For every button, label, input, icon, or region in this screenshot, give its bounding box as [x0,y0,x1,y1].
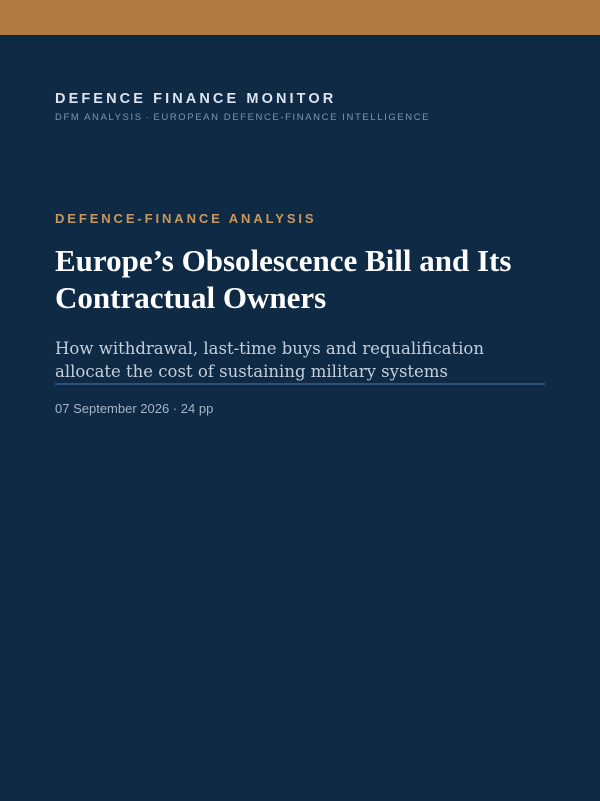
publication-tagline [55,112,555,123]
publication-date: 07 September 2026 [55,401,170,416]
page-count: 24 pp [180,401,214,416]
report-meta [55,401,545,417]
cover-block [55,211,545,417]
section-kicker: DEFENCE-FINANCE ANALYSIS [55,211,317,226]
publication-name: DEFENCE FINANCE MONITOR [55,91,337,107]
report-subtitle: How withdrawal, last-time buys and requalification allocate the cost of sustaining military systems [55,337,545,385]
tagline-brand: DFM ANALYSIS [55,112,143,123]
top-accent-band [0,0,600,35]
cover-page [0,35,600,801]
masthead [55,91,555,123]
report-title: Europe’s Obsolescence Bill and Its Contractual Owners [55,243,512,315]
tagline-separator: · [145,112,151,123]
meta-separator: · [172,401,178,416]
tagline-description: EUROPEAN DEFENCE-FINANCE INTELLIGENCE [153,112,431,123]
